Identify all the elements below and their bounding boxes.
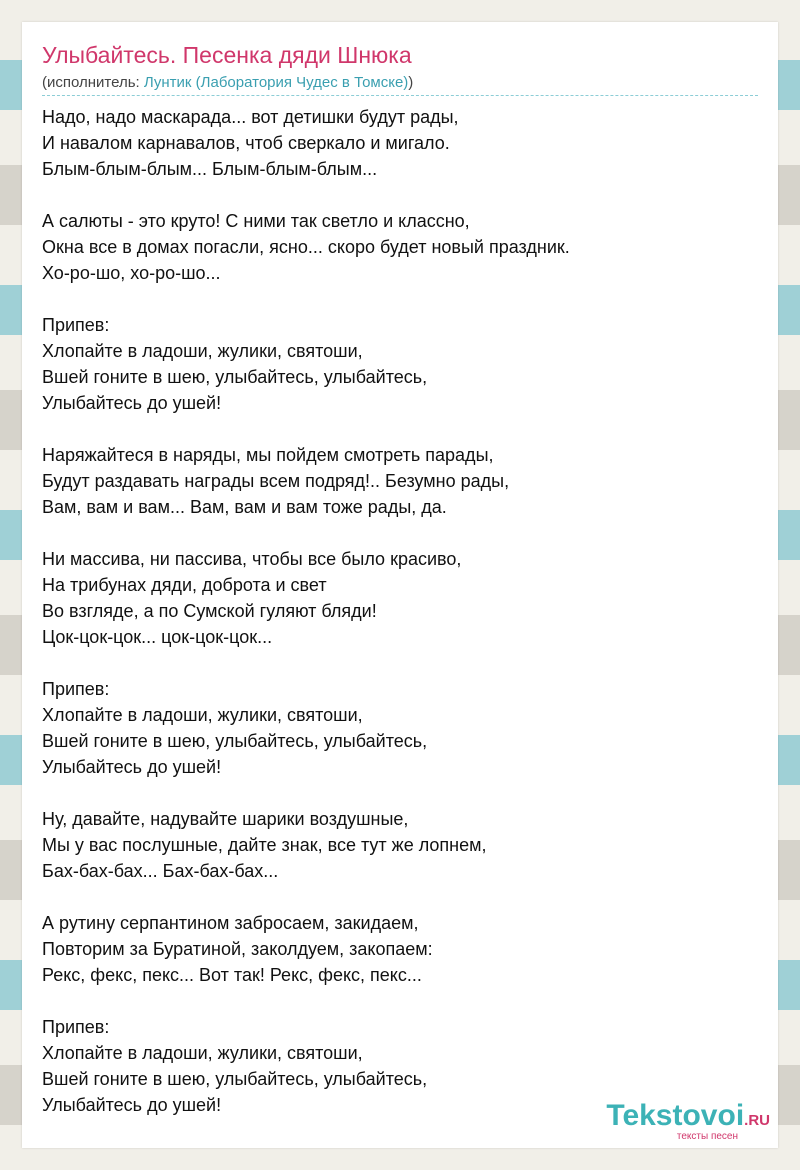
lyrics-line: Вам, вам и вам... Вам, вам и вам тоже рады, да.	[42, 497, 447, 517]
lyrics-line: Цок-цок-цок... цок-цок-цок...	[42, 627, 273, 647]
lyrics-line: Окна все в домах погасли, ясно... скоро будет новый праздник.	[42, 237, 570, 257]
lyrics-line: Ну, давайте, надувайте шарики воздушные,	[42, 809, 409, 829]
lyrics-line: Ни массива, ни пассива, чтобы все было красиво,	[42, 549, 462, 569]
artist-prefix: (исполнитель:	[42, 74, 144, 91]
logo-tld: .RU	[744, 1112, 770, 1129]
lyrics-line: Рекс, фекс, пекс... Вот так! Рекс, фекс, пекс...	[42, 965, 422, 985]
artist-link[interactable]: Лунтик (Лаборатория Чудес в Томске)	[143, 74, 409, 91]
lyrics-stanza	[42, 312, 742, 416]
artist-line	[42, 74, 413, 91]
artist-suffix: )	[408, 74, 414, 91]
lyrics-line: Улыбайтесь до ушей!	[42, 1095, 222, 1115]
logo-name: Tekstovoi	[606, 1099, 745, 1132]
lyrics-stanza	[42, 208, 742, 286]
lyrics-line: Бах-бах-бах... Бах-бах-бах...	[42, 861, 279, 881]
lyrics-line: Улыбайтесь до ушей!	[42, 757, 222, 777]
lyrics-line: А рутину серпантином забросаем, закидаем,	[42, 913, 419, 933]
lyrics-stanza	[42, 910, 742, 988]
site-logo[interactable]	[606, 1101, 770, 1142]
lyrics-line: Будут раздавать награды всем подряд!.. Безумно рады,	[42, 471, 510, 491]
lyrics-line: А салюты - это круто! С ними так светло и классно,	[42, 211, 470, 231]
lyrics-line: И навалом карнавалов, чтоб сверкало и мигало.	[42, 133, 450, 153]
lyrics-body	[42, 104, 745, 1144]
lyrics-line: Повторим за Буратиной, заколдуем, закопаем:	[42, 939, 433, 959]
divider	[42, 95, 758, 96]
lyrics-line: Хлопайте в ладоши, жулики, святоши,	[42, 1043, 363, 1063]
lyrics-line: Улыбайтесь до ушей!	[42, 393, 222, 413]
lyrics-stanza	[42, 442, 742, 520]
lyrics-stanza	[42, 806, 742, 884]
lyrics-line: Вшей гоните в шею, улыбайтесь, улыбайтесь,	[42, 1069, 428, 1089]
lyrics-card	[22, 22, 778, 1148]
lyrics-line: Блым-блым-блым... Блым-блым-блым...	[42, 159, 378, 179]
lyrics-line: Мы у вас послушные, дайте знак, все тут же лопнем,	[42, 835, 487, 855]
lyrics-line: Вшей гоните в шею, улыбайтесь, улыбайтесь,	[42, 731, 428, 751]
lyrics-line: Припев:	[42, 679, 110, 699]
logo-tagline: тексты песен	[676, 1131, 738, 1142]
lyrics-line: Хлопайте в ладоши, жулики, святоши,	[42, 341, 363, 361]
lyrics-line: Припев:	[42, 1017, 110, 1037]
lyrics-line: Припев:	[42, 315, 110, 335]
lyrics-stanza	[42, 104, 742, 182]
lyrics-line: Хлопайте в ладоши, жулики, святоши,	[42, 705, 363, 725]
lyrics-line: Надо, надо маскарада... вот детишки будут рады,	[42, 107, 459, 127]
lyrics-line: Хо-ро-шо, хо-ро-шо...	[42, 263, 221, 283]
lyrics-line: На трибунах дяди, доброта и свет	[42, 575, 327, 595]
lyrics-line: Вшей гоните в шею, улыбайтесь, улыбайтесь,	[42, 367, 428, 387]
page-title: Улыбайтесь. Песенка дяди Шнюка	[42, 42, 412, 68]
lyrics-line: Наряжайтеся в наряды, мы пойдем смотреть парады,	[42, 445, 494, 465]
lyrics-stanza	[42, 546, 742, 650]
lyrics-stanza	[42, 676, 742, 780]
lyrics-line: Во взгляде, а по Сумской гуляют бляди!	[42, 601, 377, 621]
